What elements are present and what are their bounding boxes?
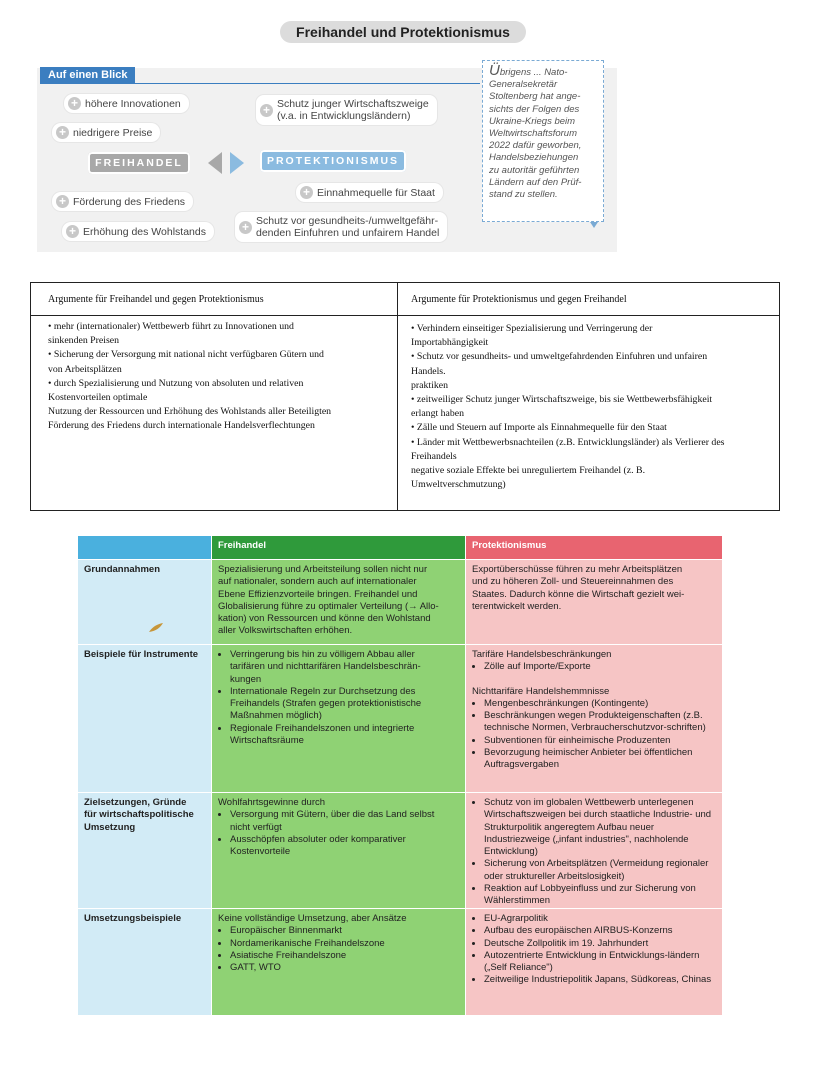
note-corner-icon	[590, 222, 598, 228]
cell-freihandel-umsetzung: Keine vollständige Umsetzung, aber Ansätze • Europäischer Binnenmarkt • Nordamerikanische Freihandelszone • Asiatische Freihandelszone • GATT, WTO	[212, 909, 465, 1015]
header-freihandel: Freihandel	[212, 536, 465, 559]
prot-point-health: + Schutz vor gesundheits-/umweltgefähr- denden Einfuhren und unfairem Handel	[235, 212, 447, 242]
overview-tab-line	[40, 83, 480, 84]
side-note: Übrigens ... Nato- Generalsekretär Stoltenberg hat ange- sichts der Folgen des Ukraine-Kriegs beim Weltwirtschaftsforum 2022 dafür geworben, Handelsbeziehungen zu autoritär geführten Ländern auf den Prüf- stand zu stellen.	[482, 60, 604, 222]
arguments-table	[30, 282, 780, 511]
plus-icon: +	[56, 195, 69, 208]
free-point-wealth: + Erhöhung des Wohlstands	[62, 222, 214, 241]
divider	[31, 315, 779, 316]
row-label: Zielsetzungen, Gründe für wirtschaftspolitische Umsetzung	[78, 793, 211, 908]
divider	[397, 283, 398, 510]
leaf-icon	[148, 622, 164, 634]
cell-protektionismus-instrumente: Tarifäre Handelsbeschränkungen • Zölle auf Importe/Exporte Nichttarifäre Handelshemmnisse • Mengenbeschränkungen (Kontingente) • Beschränkungen wegen Produkteigenschaften (z.B. technische Normen, Verbraucherschutzvor-schriften) • Subventionen für einheimische Produzenten • Bevorzugung heimischer Anbieter bei öffentlichen Auftragsvergaben	[466, 645, 722, 792]
freihandel-box: FREIHANDEL	[88, 152, 190, 174]
cell-freihandel-instrumente: • Verringerung bis hin zu völligem Abbau aller tarifären und nichttarifären Handelsbeschrän-kungen • Internationale Regeln zur Durchsetzung des Freihandels (Strafen gegen protektionistische Maßnahmen möglich) • Regionale Freihandelszonen und integrierte Wirtschaftsräume	[212, 645, 465, 792]
free-point-prices: + niedrigere Preise	[52, 123, 160, 142]
header-protektionismus: Protektionismus	[466, 536, 722, 559]
left-arguments: • mehr (internationaler) Wettbewerb führt zu Innovationen und sinkenden Preisen • Sicherung der Versorgung mit national nicht verfügbaren Gütern und von Arbeitsplätzen • durch Spezialisierung und Nutzung von absoluten und relativen Kostenvorteilen optimale Nutzung der Ressourcen und Erhöhung des Wohlstands aller Beteiligten Förderung des Friedens durch internationale Handelsverflechtungen	[48, 321, 332, 432]
plus-icon: +	[66, 225, 79, 238]
header-blank	[78, 536, 211, 559]
page-title: Freihandel und Protektionismus	[280, 21, 526, 43]
row-label: Grundannahmen	[78, 560, 211, 644]
left-column-header: Argumente für Freihandel und gegen Protektionismus	[48, 294, 264, 305]
cell-freihandel-grundannahmen: Spezialisierung und Arbeitsteilung sollen nicht nur auf nationaler, sondern auch auf internationaler Ebene Effizienzvorteile bringen. Freihandel und Globalisierung führe zu optimaler Verteilung (→ Allo- kation) von Ressourcen und könne den Wohlstand aller Volkswirtschaften erhöhen.	[212, 560, 465, 644]
protektionismus-box: PROTEKTIONISMUS	[260, 150, 406, 172]
prot-point-young-industries: + Schutz junger Wirtschaftszweige (v.a. in Entwicklungsländern)	[256, 95, 437, 125]
double-arrow-icon	[208, 151, 244, 175]
plus-icon: +	[239, 221, 252, 234]
right-arguments: • Verhindern einseitiger Spezialisierung und Verringerung der Importabhängigkeit • Schutz vor gesundheits- und umweltgefahrdenden Einfuhren und unfairen Handels. praktiken • zeitweiliger Schutz junger Wirtschaftszweige, bis sie Wettbewerbsfähigkeit erlangt haben • Zälle und Steuern auf Importe als Einnahmequelle für den Staat • Länder mit Wettbewerbsnachteilen (z.B. Entwicklungsländer) als Verlierer des Freihandels negative soziale Effekte bei unreguliertem Freihandel (z. B. Umweltverschmutzung)	[411, 323, 725, 491]
free-point-peace: + Förderung des Friedens	[52, 192, 193, 211]
comparison-table	[78, 536, 722, 1015]
cell-freihandel-ziele: Wohlfahrtsgewinne durch • Versorgung mit Gütern, über die das Land selbst nicht verfügt • Ausschöpfen absoluter oder komparativer Kostenvorteile	[212, 793, 465, 908]
cell-protektionismus-grundannahmen: Exportüberschüsse führen zu mehr Arbeitsplätzen und zu höheren Zoll- und Steuereinnahmen des Staates. Dadurch könne die Wirtschaft gezielt wei- terentwickelt werden.	[466, 560, 722, 644]
plus-icon: +	[260, 104, 273, 117]
cell-protektionismus-umsetzung: • EU-Agrarpolitik • Aufbau des europäischen AIRBUS-Konzerns • Deutsche Zollpolitik im 19. Jahrhundert • Autozentrierte Entwicklung in Entwicklungs-ländern („Self Reliance") • Zeitweilige Industriepolitik Japans, Südkoreas, Chinas	[466, 909, 722, 1015]
cell-protektionismus-ziele: • Schutz von im globalen Wettbewerb unterlegenen Wirtschaftszweigen bei durch staatliche Industrie- und Strukturpolitik angeregtem Aufbau neuer Industriezweige („infant industries", nachholende Entwicklung) • Sicherung von Arbeitsplätzen (Vermeidung regionaler oder struktureller Arbeitslosigkeit) • Reaktion auf Lobbyeinfluss und zur Sicherung von Wählerstimmen	[466, 793, 722, 908]
right-column-header: Argumente für Protektionismus und gegen Freihandel	[411, 294, 627, 305]
plus-icon: +	[56, 126, 69, 139]
overview-tab: Auf einen Blick	[40, 67, 135, 83]
row-label: Beispiele für Instrumente	[78, 645, 211, 792]
plus-icon: +	[300, 186, 313, 199]
row-label: Umsetzungsbeispiele	[78, 909, 211, 1015]
plus-icon: +	[68, 97, 81, 110]
prot-point-revenue: + Einnahmequelle für Staat	[296, 183, 443, 202]
free-point-innovations: + höhere Innovationen	[64, 94, 189, 113]
